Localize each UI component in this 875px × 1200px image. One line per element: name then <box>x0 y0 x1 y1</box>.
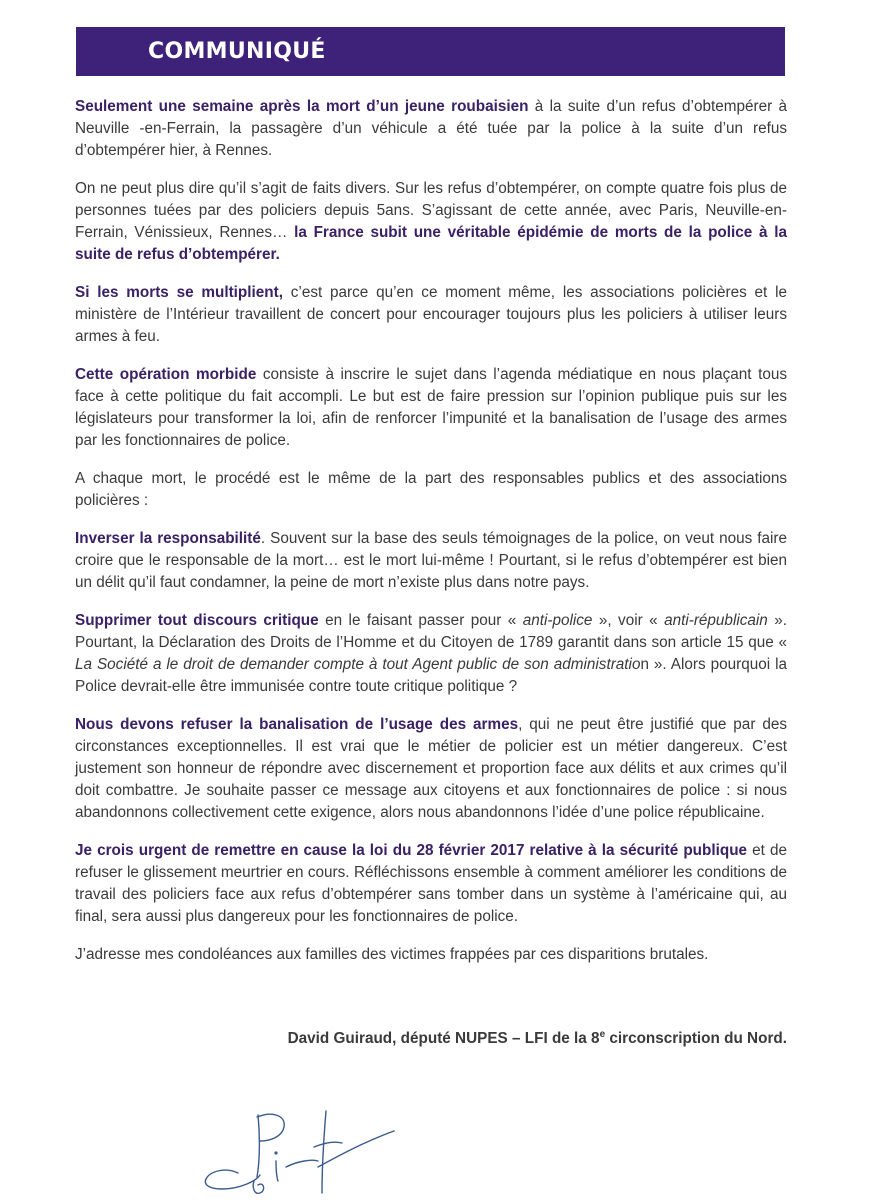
paragraph-text: ». Pourtant, la Déclaration des Droits de l’Homme et du Citoyen de 1789 garantit dans son article 15 que « <box>75 612 787 651</box>
paragraph-7 <box>75 610 787 698</box>
italic-text: anti-républicain <box>664 612 768 629</box>
italic-quote: La Société a le droit de demander compte à tout Agent public de son administratio <box>75 656 641 673</box>
press-release-body <box>75 96 787 982</box>
paragraph-9 <box>75 840 787 928</box>
paragraph-5 <box>75 468 787 512</box>
paragraph-text: On ne peut plus dire qu’il s’agit de faits divers. Sur les refus d’obtempérer, on compte quatre fois plus de personnes tuées par des policiers depuis 5ans. S’agissant de cette année, avec Paris, Neuville-en-Ferrain, Vénissieux, Rennes… <box>75 180 787 241</box>
author-signature-line <box>288 1030 787 1048</box>
highlight-text: Inverser la responsabilité <box>75 530 261 547</box>
highlight-text: Nous devons refuser la banalisation de l’usage des armes <box>75 716 519 733</box>
highlight-text: Seulement une semaine après la mort d’un jeune roubaisien <box>75 98 529 115</box>
highlight-text: Si les morts se multiplient, <box>75 284 283 301</box>
header-banner <box>76 27 785 76</box>
italic-text: anti-police <box>522 612 593 629</box>
paragraph-text: , qui ne peut être justifié que par des circonstances exceptionnelles. Il est vrai que le métier de policier est un métier dangereux. C’est justement son honneur de répondre avec discernement et proportion face aux délits et aux crimes qu’il doit combattre. Je souhaite passer ce message aux citoyens et aux fonctionnaires de police : si nous abandonnons collectivement cette exigence, alors nous abandonnons l’idée d’une police républicaine. <box>75 716 788 821</box>
paragraph-8 <box>75 714 787 824</box>
paragraph-6 <box>75 528 787 594</box>
signature-text: David Guiraud, député NUPES – LFI de la 8 <box>287 1030 600 1047</box>
paragraph-text: . Souvent sur la base des seuls témoignages de la police, on veut nous faire croire que le responsable de la mort… est le mort lui-même ! Pourtant, si le refus d’obtempérer est bien un délit qu’il faut condamner, la peine de mort n’existe plus dans notre pays. <box>75 530 787 591</box>
highlight-text: Je crois urgent de remettre en cause la loi du 28 février 2017 relative à la sécurité publique <box>75 842 748 859</box>
paragraph-text: en le faisant passer pour « <box>318 612 523 629</box>
paragraph-text: A chaque mort, le procédé est le même de la part des responsables publics et des associations policières : <box>75 470 787 509</box>
paragraph-text: et de refuser le glissement meurtrier en cours. Réfléchissons ensemble à comment améliorer les conditions de travail des policiers face aux refus d’obtempérer sans tomber dans un système à l’américaine qui, au final, sera aussi plus dangereux pour les fonctionnaires de police. <box>75 842 787 925</box>
handwritten-signature <box>200 1105 400 1200</box>
highlight-text: Cette opération morbide <box>75 366 257 383</box>
paragraph-text: à la suite d’un refus d’obtempérer à Neuville -en-Ferrain, la passagère d’un véhicule a été tuée par la police à la suite d’un refus d’obtempérer hier, à Rennes. <box>75 98 787 159</box>
paragraph-10 <box>75 944 787 966</box>
paragraph-text: J’adresse mes condoléances aux familles des victimes frappées par ces disparitions brutales. <box>75 946 709 963</box>
superscript-ordinal: e <box>599 1028 606 1040</box>
paragraph-text: c’est parce qu’en ce moment même, les associations policières et le ministère de l’Intérieur travaillent de concert pour encourager toujours plus les policiers à utiliser leurs armes à feu. <box>75 284 787 345</box>
highlight-text: Supprimer tout discours critique <box>75 612 319 629</box>
paragraph-1 <box>75 96 787 162</box>
paragraph-text: », voir « <box>592 612 665 629</box>
signature-text: circonscription du Nord. <box>605 1030 787 1047</box>
paragraph-text: consiste à inscrire le sujet dans l’agenda médiatique en nous plaçant tous face à cette politique du fait accompli. Le but est de faire pression sur l’opinion publique puis sur les législateurs pour transformer la loi, afin de renforcer l’impunité et la banalisation de l’usage des armes par les fonctionnaires de police. <box>75 366 787 449</box>
paragraph-3 <box>75 282 787 348</box>
highlight-text: la France subit une véritable épidémie de morts de la police à la suite de refus d’obtempérer. <box>75 224 787 263</box>
paragraph-2 <box>75 178 787 266</box>
page-title: COMMUNIQUÉ <box>148 39 326 64</box>
paragraph-4 <box>75 364 787 452</box>
paragraph-text: n ». Alors pourquoi la Police devrait-elle être immunisée contre toute critique politique ? <box>75 656 787 695</box>
